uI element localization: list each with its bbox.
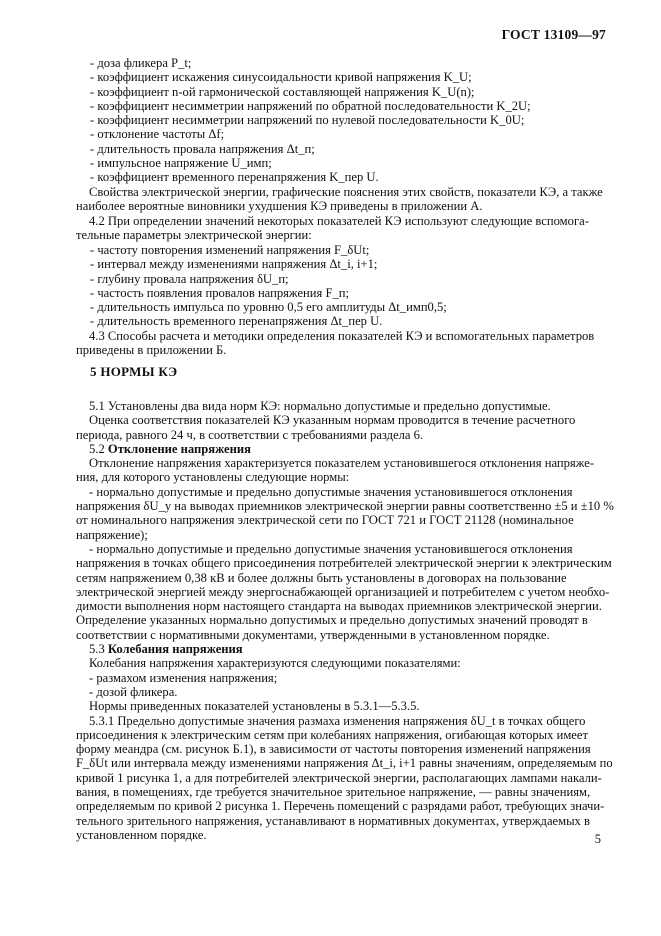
section-heading: 5 НОРМЫ КЭ	[90, 364, 178, 379]
paragraph-line: ния, для которого установлены следующие нормы:	[76, 470, 350, 485]
paragraph-line: тельные параметры электрической энергии:	[76, 228, 312, 243]
paragraph-line: напряжение);	[76, 527, 148, 542]
subsection-number: 5.2	[89, 441, 105, 456]
section-5-body	[76, 399, 614, 842]
list-item: - длительность провала напряжения Δt_п;	[90, 141, 315, 156]
list-item: - частость появления провалов напряжения F_п;	[90, 285, 350, 300]
paragraph-line: установленном порядке.	[76, 827, 207, 842]
subsection-heading-5-2	[76, 442, 602, 456]
list-item: - коэффициент несимметрии напряжений по нулевой последовательности K_0U;	[90, 113, 525, 128]
subsection-number: 5.3	[89, 642, 105, 657]
paragraph-line: напряжения δU_y на выводах приемников электрической энергии равны соответственно ±5 и ±10 %	[76, 499, 614, 514]
list-item: - доза фликера P_t;	[90, 56, 192, 70]
subsection-heading-5-3	[76, 642, 602, 656]
standard-code-header: ГОСТ 13109—97	[501, 27, 606, 42]
paragraph-line: 4.2 При определении значений некоторых показателей КЭ используют следующие вспомога-	[89, 214, 589, 228]
paragraph-line: вания, в помещениях, где требуется значительное зрительное напряжение, — равны значениям,	[76, 785, 591, 800]
paragraph-line: Оценка соответствия показателей КЭ указанным нормам проводится в течение расчетного	[89, 413, 576, 428]
paragraph-line: электрической энергией между энергоснабжающей организацией и потребителем с учетом необхо-	[76, 584, 610, 599]
list-item: - коэффициент искажения синусоидальности кривой напряжения K_U;	[90, 70, 472, 85]
paragraph-line: 5.1 Установлены два вида норм КЭ: нормально допустимые и предельно допустимые.	[89, 399, 551, 413]
subsection-title: Колебания напряжения	[107, 642, 243, 657]
paragraph-line: тельного зрительного напряжения, устанавливают в нормативных документах, утверждаемых в	[76, 813, 590, 828]
paragraph-line: 4.3 Способы расчета и методики определения показателей КЭ и вспомогательных параметров	[89, 329, 595, 343]
list-item: - частоту повторения изменений напряжения F_δUt;	[90, 243, 370, 257]
auxiliary-parameters-list	[90, 243, 602, 329]
list-item: - коэффициент n-ой гармонической составляющей напряжения K_U(n);	[90, 84, 475, 99]
paragraph-line: присоединения к электрическим сетям при колебаниях напряжения, огибающая которых имеет	[76, 727, 588, 742]
list-item: - отклонение частоты Δf;	[90, 127, 225, 142]
paragraph-line: наиболее вероятные виновники ухудшения КЭ приведены в приложении А.	[76, 199, 483, 214]
paragraph-line: Колебания напряжения характеризуются следующими показателями:	[89, 656, 461, 671]
paragraph-line: Нормы приведенных показателей установлены в 5.3.1—5.3.5.	[89, 699, 420, 714]
paragraph-line: кривой 1 рисунка 1, а для потребителей электрической энергии, располагающих лампами накали-	[76, 770, 602, 785]
paragraph-line: соответствии с нормативными документами, утвержденными в установленном порядке.	[76, 627, 550, 642]
paragraph-line: форму меандра (см. рисунок Б.1), в зависимости от частоты повторения изменений напряжения	[76, 742, 591, 757]
properties-paragraph	[76, 185, 602, 214]
paragraph-line: Отклонение напряжения характеризуется показателем установившегося отклонения напряже-	[89, 456, 595, 471]
paragraph-line: - нормально допустимые и предельно допустимые значения установившегося отклонения	[89, 541, 573, 556]
paragraph-line: напряжения в точках общего присоединения потребителей электрической энергии к электрическим	[76, 556, 612, 571]
list-item: - интервал между изменениями напряжения Δt_i, i+1;	[90, 257, 378, 272]
list-item: - дозой фликера.	[89, 684, 178, 699]
paragraph-line: приведены в приложении Б.	[76, 343, 227, 358]
clause-4-2	[76, 214, 602, 243]
paragraph-line: определяемым по кривой 2 рисунка 1. Перечень помещений с разрядами работ, требующих значи-	[76, 799, 605, 814]
paragraph-line: димости выполнения норм настоящего стандарта на выводах приемников электрической энергии.	[76, 599, 602, 614]
list-item: - коэффициент несимметрии напряжений по обратной последовательности K_2U;	[90, 98, 531, 113]
paragraph-line: 5.3.1 Предельно допустимые значения размаха изменения напряжения δU_t в точках общего	[89, 713, 586, 728]
subsection-title: Отклонение напряжения	[107, 441, 251, 456]
list-item: - коэффициент временного перенапряжения K_пер U.	[90, 170, 379, 185]
list-item: - длительность временного перенапряжения Δt_пер U.	[90, 314, 383, 329]
indicator-list	[90, 56, 602, 185]
paragraph-line: периода, равного 24 ч, в соответствии с требованиями раздела 6.	[76, 427, 424, 442]
paragraph-line: F_δUt или интервала между изменениями напряжения Δt_i, i+1 равны значениям, определяемым по	[76, 756, 613, 771]
paragraph-line: сетям напряжением 0,38 кВ и более должны быть установлены в договорах на пользование	[76, 570, 567, 585]
clause-4-3	[76, 329, 602, 358]
page-number: 5	[594, 832, 601, 846]
paragraph-line: Определение указанных нормально допустимых и предельно допустимых значений проводят в	[76, 613, 588, 628]
list-item: - размахом изменения напряжения;	[89, 670, 278, 685]
paragraph-line: Свойства электрической энергии, графические пояснения этих свойств, показатели КЭ, а также	[89, 185, 603, 199]
list-item: - импульсное напряжение U_имп;	[90, 156, 272, 171]
list-item: - глубину провала напряжения δU_п;	[90, 271, 289, 286]
paragraph-line: от номинального напряжения электрической сети по ГОСТ 721 и ГОСТ 21128 (номинальное	[76, 513, 574, 528]
list-item: - длительность импульса по уровню 0,5 его амплитуды Δt_имп0,5;	[90, 300, 447, 315]
paragraph-line: - нормально допустимые и предельно допустимые значения установившегося отклонения	[89, 484, 573, 499]
